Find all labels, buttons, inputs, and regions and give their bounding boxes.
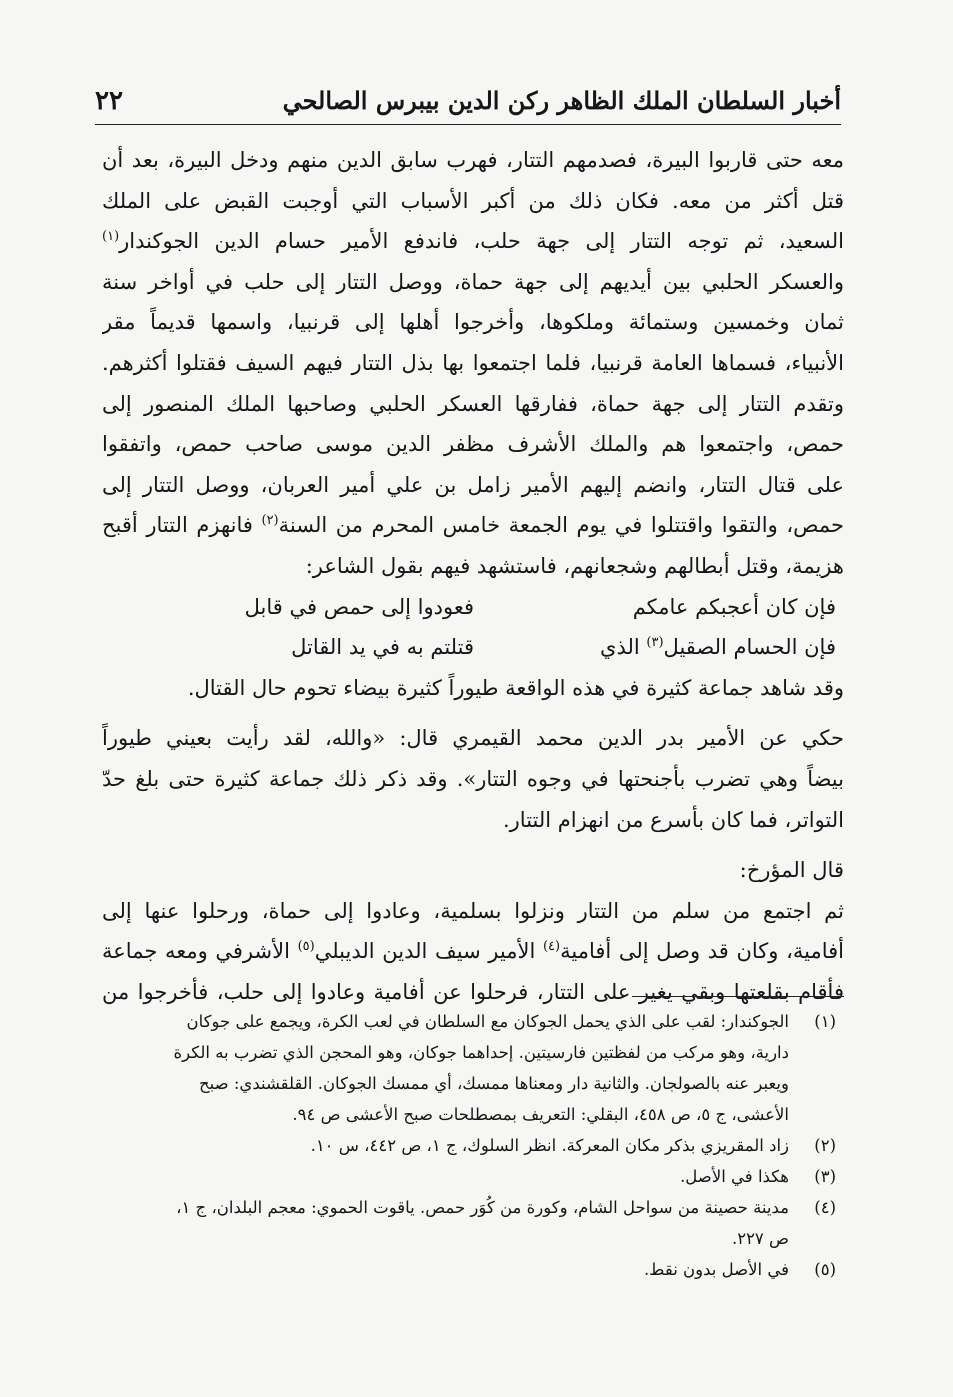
footnote [100,1130,844,1161]
paragraph-gap [102,840,844,850]
running-title: أخبار السلطان الملك الظاهر ركن الدين بيبرس الصالحي [282,86,841,115]
verse-line [102,587,844,628]
footnote-line: الأعشى، ج ٥، ص ٤٥٨، البقلي: التعريف بمصطلحات صبح الأعشى ص ٩٤. [292,1105,789,1124]
text-span: فانهزم التتار أقبح [102,513,253,538]
text-span: الأشرفي ومعه جماعة [102,939,290,964]
text-line: قتل أكثر من معه. فكان ذلك من أكبر الأسباب التي أوجبت القبض على الملك [102,188,844,213]
text-line [102,505,844,546]
text-line: ثم اجتمع من سلم من التتار ونزلوا بسلمية، وعادوا إلى حماة، ورحلوا عنها إلى [102,898,844,923]
footnote-marker: (٥) [297,939,315,955]
footnote [100,1254,844,1285]
text-line: وقد شاهد جماعة كثيرة في هذه الواقعة طيوراً كثيرة بيضاء تحوم حال القتال. [187,675,844,700]
text-line: بيضاً وهي تضرب بأجنحتها في وجوه التتار». وقد ذكر ذلك جماعة كثيرة حتى بلغ حدّ [102,766,844,791]
verse-line [102,627,844,668]
text-line: وتقدم التتار إلى جهة حماة، ففارقها العسكر الحلبي وصاحبها الملك المنصور إلى [102,391,844,416]
text-span: فإن الحسام الصقيل [663,635,836,660]
text-line [102,221,844,262]
text-line [102,931,844,972]
page-number: ٢٢ [95,86,123,116]
text-line: ثمان وخمسين وستمائة وملكوها، وأخرجوا أهلها إلى قرنبيا، واسمها قديماً مقر [102,310,844,335]
text-line: والعسكر الحلبي بين أيديهم إلى جهة حماة، ووصل التتار إلى حلب في أواخر سنة [102,269,844,294]
footnote-number: (٢) [814,1136,836,1155]
text-span: أفامية، وكان قد وصل إلى أفامية [560,939,844,964]
footnote-line: ص ٢٢٧. [731,1229,789,1248]
footnote [100,1006,844,1130]
text-line: التواتر، فما كان بأسرع من انهزام التتار. [502,807,844,832]
footnote-line: في الأصل بدون نقط. [643,1260,789,1279]
text-span: الأمير سيف الدين الديبلي [314,939,536,964]
text-line: حكي عن الأمير بدر الدين محمد القيمري قال: «والله، لقد رأيت بعيني طيوراً [102,726,844,751]
text-line: فأقام بقلعتها وبقي يغير على التتار، فرحلوا عن أفامية وعادوا إلى حلب، فأخرجوا من [102,979,844,1004]
footnotes [100,1006,844,1285]
main-text [102,140,844,1012]
text-span: الذي [600,635,640,660]
footnote [100,1161,844,1192]
footnote-separator [632,996,844,997]
footnote-marker: (٤) [542,939,561,955]
text-line: حمص، واجتمعوا هم والملك الأشرف مظفر الدين موسى صاحب حمص، واتفقوا [102,432,844,457]
footnote-line: ويعبر عنه بالصولجان. والثانية دار ومعناها ممسك، أي ممسك الجوكان. القلقشندي: صبح [198,1074,789,1093]
verse-hemistich-second: فعودوا إلى حمص في قابل [244,594,474,619]
paragraph-gap [102,708,844,718]
footnote-number: (١) [814,1012,836,1031]
verse-hemistich-first [516,627,836,668]
footnote-line: الجوكندار: لقب على الذي يحمل الجوكان مع السلطان في لعب الكرة، ويجمع على جوكان [186,1012,789,1031]
text-line: معه حتى قاربوا البيرة، فصدمهم التتار، فهرب سابق الدين منهم ودخل البيرة، بعد أن [102,148,844,172]
footnote-number: (٤) [814,1198,836,1217]
footnote [100,1192,844,1254]
text-span: السعيد، ثم توجه التتار إلى جهة حلب، فاندفع الأمير حسام الدين الجوكندار [119,229,844,254]
page-header [95,84,841,125]
text-line: على قتال التتار، وانضم إليهم الأمير زامل بن علي أمير العربان، ووصل التتار إلى [102,472,844,497]
verse-hemistich-second: قتلتم به في يد القاتل [291,635,474,660]
text-line: هزيمة، وقتل أبطالهم وشجعانهم، فاستشهد فيهم بقول الشاعر: [305,553,844,578]
footnote-marker: (٢) [261,513,279,529]
footnote-marker: (١) [102,229,120,245]
text-line: الأنبياء، فسماها العامة قرنبيا، فلما اجتمعوا بها بذل التتار فيهم السيف فقتلوا أكثرهم. [102,350,844,375]
footnote-number: (٥) [814,1260,836,1279]
footnote-number: (٣) [814,1167,836,1186]
footnote-line: زاد المقريزي بذكر مكان المعركة. انظر السلوك، ج ١، ص ٤٤٢، س ١٠. [310,1136,789,1155]
footnote-line: دارية، وهو مركب من لفظتين فارسيتين. إحداهما جوكان، وهو المحجن الذي تضرب به الكرة [173,1043,789,1062]
text-span: حمص، والتقوا واقتتلوا في يوم الجمعة خامس المحرم من السنة [278,513,844,538]
footnote-line: مدينة حصينة من سواحل الشام، وكورة من كُوَر حمص. ياقوت الحموي: معجم البلدان، ج ١، [176,1198,789,1217]
text-line: قال المؤرخ: [739,858,844,883]
footnote-line: هكذا في الأصل. [680,1167,789,1186]
footnote-marker: (٣) [646,635,664,651]
verse-hemistich-first: فإن كان أعجبكم عامكم [632,594,836,619]
